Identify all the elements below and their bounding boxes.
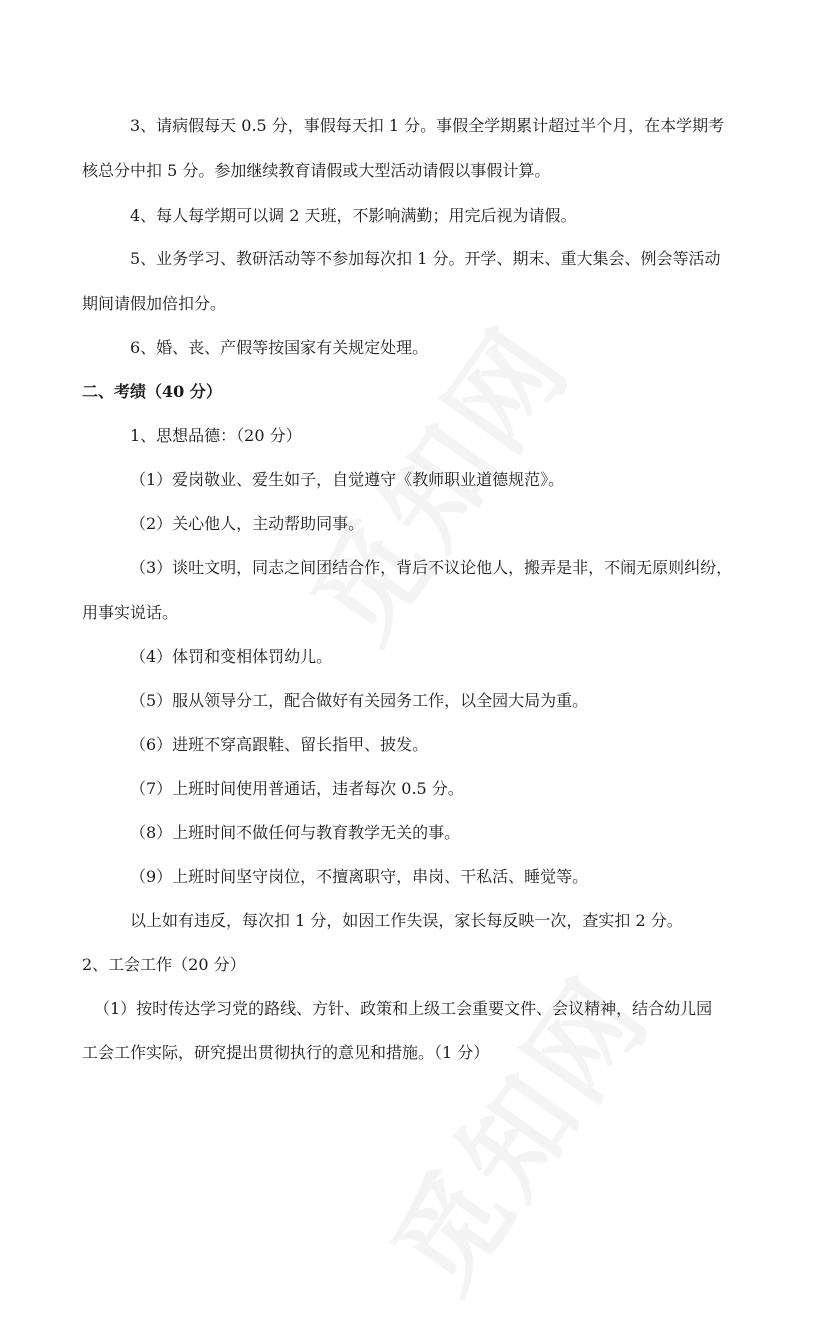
list-item: （6）进班不穿高跟鞋、留长指甲、披发。 <box>130 735 429 754</box>
list-item: （5）服从领导分工，配合做好有关园务工作，以全园大局为重。 <box>130 691 589 710</box>
list-item: （1）爱岗敬业、爱生如子，自觉遵守《教师职业道德规范》。 <box>130 470 565 489</box>
paragraph-line: 期间请假加倍扣分。 <box>82 294 227 313</box>
list-item: （8）上班时间不做任何与教育教学无关的事。 <box>130 823 461 842</box>
list-item: （7）上班时间使用普通话，违者每次 0.5 分。 <box>130 779 464 798</box>
section-heading: 二、考绩（40 分） <box>82 382 222 401</box>
subsection-heading: 1、思想品德：（20 分） <box>130 426 302 445</box>
paragraph-line: 核总分中扣 5 分。参加继续教育请假或大型活动请假以事假计算。 <box>82 161 551 180</box>
list-item: （4）体罚和变相体罚幼儿。 <box>130 647 333 666</box>
watermark <box>349 941 678 1317</box>
list-item: （3）谈吐文明，同志之间团结合作，背后不议论他人，搬弄是非，不闹无原则纠纷， <box>130 558 733 577</box>
paragraph-line: 3、请病假每天 0.5 分，事假每天扣 1 分。事假全学期累计超过半个月，在本学期考 <box>130 116 725 135</box>
list-item: （9）上班时间坚守岗位，不擅离职守，串岗、干私活、睡觉等。 <box>130 867 589 886</box>
paragraph-line: 6、婚、丧、产假等按国家有关规定处理。 <box>130 338 429 357</box>
list-item-continuation: 用事实说话。 <box>82 603 179 622</box>
subsection-heading: 2、工会工作（20 分） <box>82 955 246 974</box>
list-item: （2）关心他人，主动帮助同事。 <box>130 514 365 533</box>
list-item-continuation: 工会工作实际，研究提出贯彻执行的意见和措施。（1 分） <box>82 1043 490 1062</box>
paragraph-line: 4、每人每学期可以调 2 天班，不影响满勤；用完后视为请假。 <box>130 206 577 225</box>
paragraph-line: 以上如有违反，每次扣 1 分，如因工作失误，家长每反映一次，查实扣 2 分。 <box>130 911 683 930</box>
paragraph-line: 5、业务学习、教研活动等不参加每次扣 1 分。开学、期末、重大集会、例会等活动 <box>130 249 721 268</box>
list-item: （1）按时传达学习党的路线、方针、政策和上级工会重要文件、会议精神，结合幼儿园 <box>94 999 713 1018</box>
